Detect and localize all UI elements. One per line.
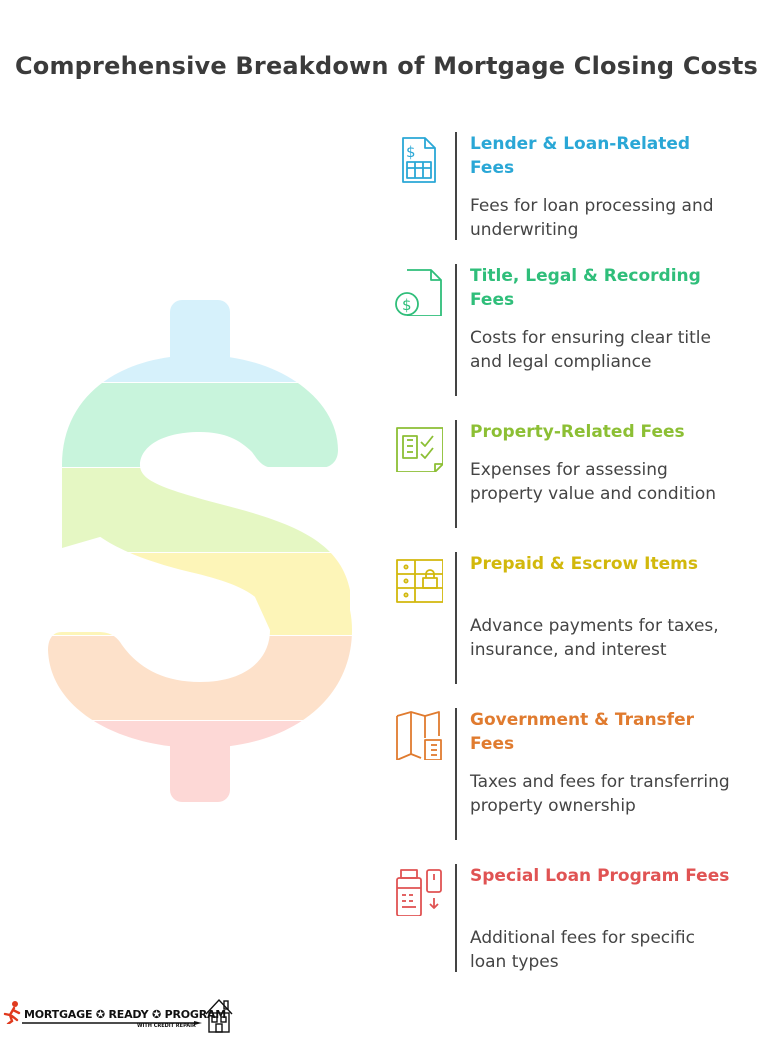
item-title: Government & Transfer Fees bbox=[470, 710, 694, 754]
band-lime bbox=[40, 468, 370, 552]
item-description: Taxes and fees for transferring property ownership bbox=[470, 772, 730, 816]
divider-line bbox=[455, 132, 457, 240]
safe-lock-icon bbox=[393, 552, 443, 604]
page-title: Comprehensive Breakdown of Mortgage Closing Costs bbox=[14, 52, 759, 80]
logo-main-text: MORTGAGE ✪ READY ✪ PROGRAM bbox=[24, 1008, 227, 1021]
logo-sub-text: WITH CREDIT REPAIR bbox=[137, 1023, 196, 1029]
divider-line bbox=[455, 420, 457, 528]
band-mint bbox=[40, 383, 370, 467]
svg-text:$: $ bbox=[402, 296, 412, 314]
item-title: Prepaid & Escrow Items bbox=[470, 554, 698, 574]
document-dollar-icon bbox=[393, 132, 443, 184]
band-yellow bbox=[40, 553, 370, 635]
band-pink bbox=[40, 721, 370, 810]
map-building-icon bbox=[393, 708, 443, 760]
divider-line bbox=[455, 552, 457, 684]
dollar-sign-graphic bbox=[40, 290, 370, 810]
item-description: Advance payments for taxes, insurance, and interest bbox=[470, 616, 719, 660]
divider-line bbox=[455, 264, 457, 396]
band-peach bbox=[40, 636, 370, 720]
item-description: Additional fees for specific loan types bbox=[470, 928, 695, 972]
divider-line bbox=[455, 864, 457, 972]
item-description: Costs for ensuring clear title and legal compliance bbox=[470, 328, 711, 372]
runner-icon bbox=[2, 1000, 22, 1024]
item-title: Special Loan Program Fees bbox=[470, 866, 730, 886]
divider-line bbox=[455, 708, 457, 840]
item-description: Fees for loan processing and underwriting bbox=[470, 196, 714, 240]
item-description: Expenses for assessing property value and condition bbox=[470, 460, 717, 504]
building-checklist-icon bbox=[393, 420, 443, 472]
svg-text:$: $ bbox=[406, 143, 416, 161]
item-title: Title, Legal & Recording Fees bbox=[470, 266, 701, 310]
band-blue bbox=[40, 290, 370, 382]
item-title: Property-Related Fees bbox=[470, 422, 685, 442]
house-icon bbox=[204, 996, 234, 1034]
brand-logo bbox=[2, 996, 237, 1036]
calculator-card-icon bbox=[393, 864, 443, 916]
coin-document-icon bbox=[393, 264, 443, 316]
item-title: Lender & Loan-Related Fees bbox=[470, 134, 691, 178]
